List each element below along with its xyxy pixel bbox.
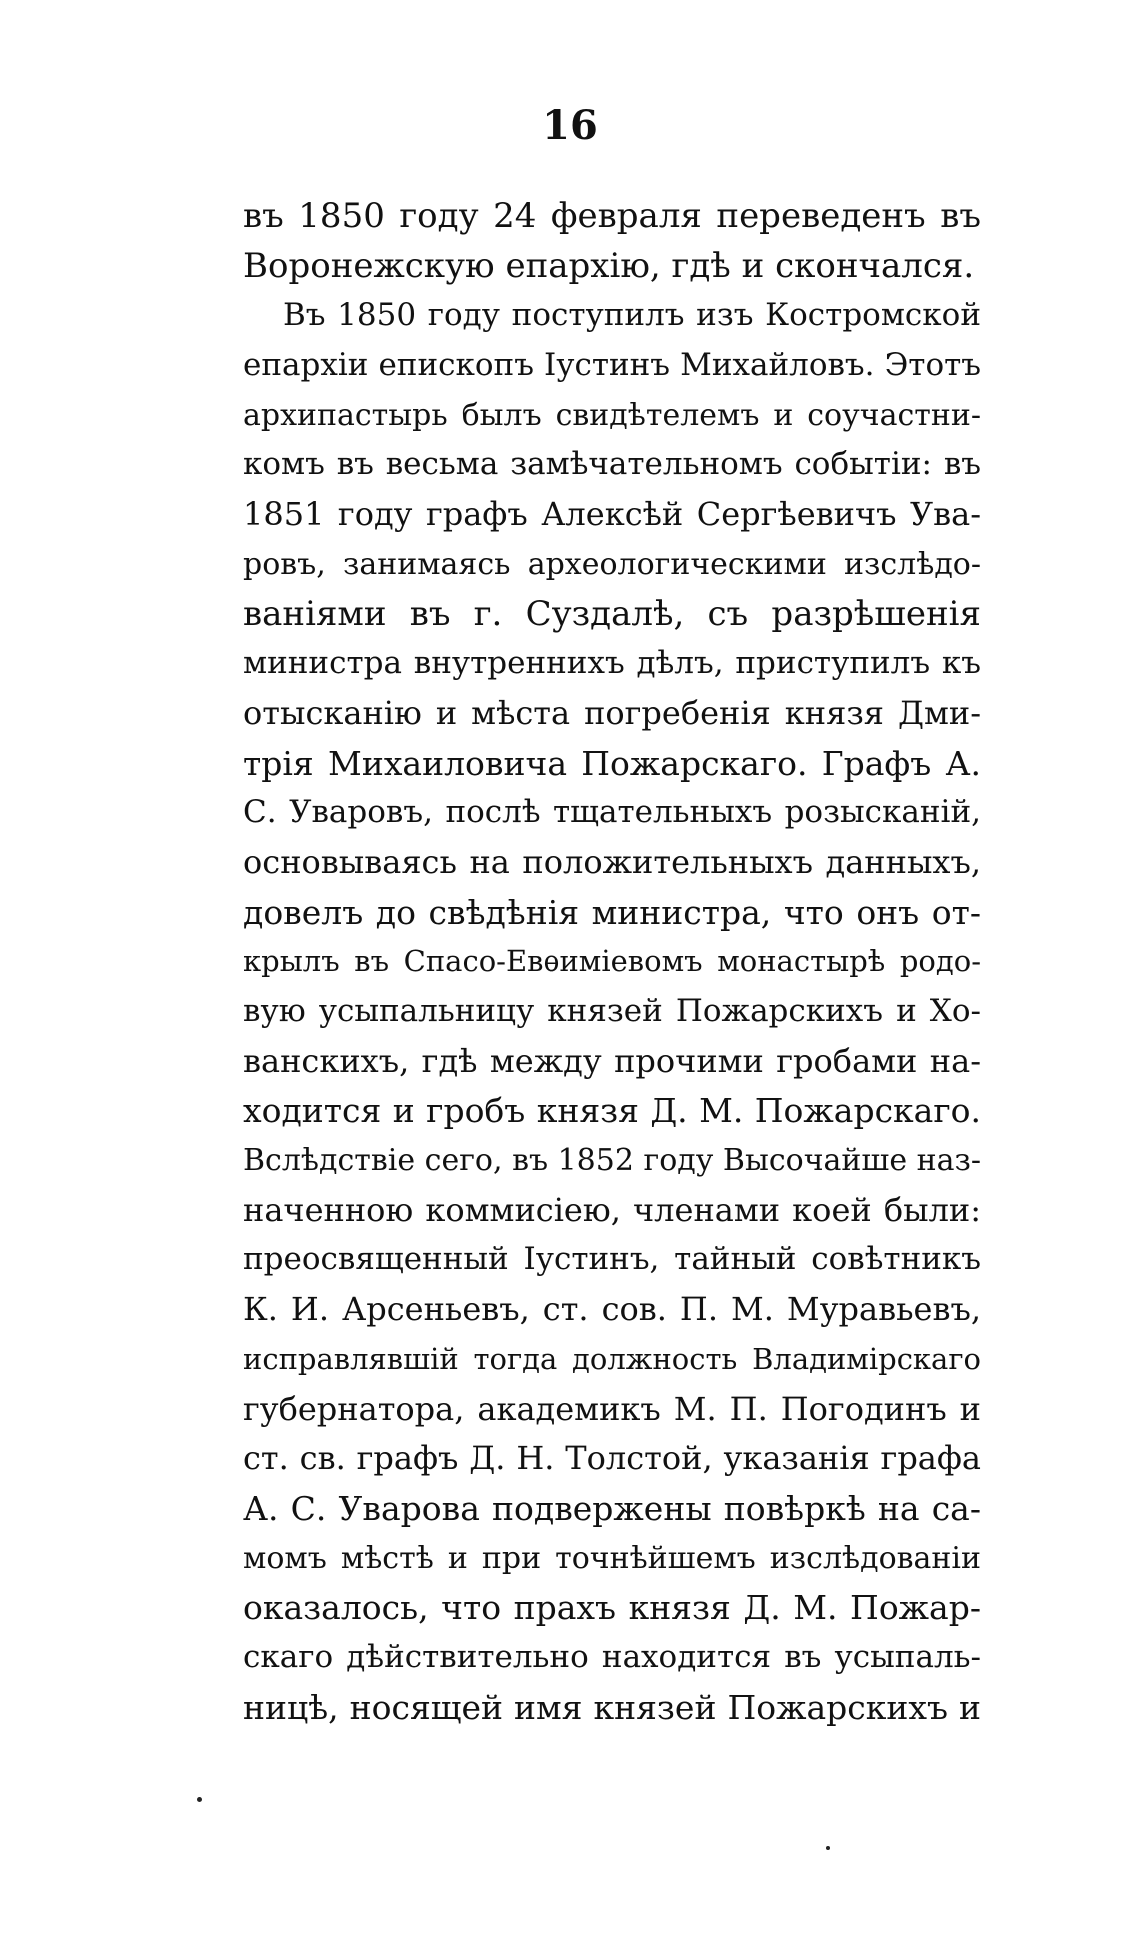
text-line: преосвященный Іустинъ, тайный совѣтникъ — [243, 1241, 981, 1278]
text-line: момъ мѣстѣ и при точнѣйшемъ изслѣдованіи — [243, 1540, 981, 1576]
text-line: оказалось, что прахъ князя Д. М. Пожар- — [243, 1588, 981, 1628]
text-line: наченною коммисіею, членами коей были: — [243, 1190, 981, 1229]
ink-speck — [826, 1846, 830, 1850]
text-line: комъ въ весьма замѣчательномъ событіи: въ — [243, 446, 981, 483]
text-line: Вслѣдствіе сего, въ 1852 году Высочайше наз- — [243, 1143, 981, 1179]
text-line: Въ 1850 году поступилъ изъ Костромской — [283, 297, 981, 334]
page-number: 16 — [542, 102, 598, 149]
text-line: исправлявшій тогда должность Владимірскаго — [243, 1341, 981, 1376]
text-line: довелъ до свѣдѣнія министра, что онъ от- — [243, 892, 981, 932]
text-line: ходится и гробъ князя Д. М. Пожарскаго. — [243, 1091, 981, 1131]
text-line: основываясь на положительныхъ данныхъ, — [243, 842, 981, 881]
text-line: А. С. Уварова подвержены повѣркѣ на са- — [243, 1488, 981, 1528]
text-line: ваніями въ г. Суздалѣ, съ разрѣшенія — [243, 593, 981, 634]
text-line: отысканію и мѣста погребенія князя Дми- — [243, 693, 981, 732]
text-line: скаго дѣйствительно находится въ усыпаль- — [243, 1638, 981, 1675]
text-line: трія Михаиловича Пожарскаго. Графъ А. — [243, 743, 981, 783]
text-line: губернатора, академикъ М. П. Погодинъ и — [243, 1389, 981, 1428]
ink-speck — [197, 1797, 202, 1802]
text-line: ницѣ, носящей имя князей Пожарскихъ и — [243, 1687, 981, 1727]
text-line: министра внутреннихъ дѣлъ, приступилъ къ — [243, 645, 981, 682]
text-line: С. Уваровъ, послѣ тщательныхъ розысканій, — [243, 794, 981, 831]
text-line: архипастырь былъ свидѣтелемъ и соучастни- — [243, 397, 981, 433]
text-line: ванскихъ, гдѣ между прочими гробами на- — [243, 1041, 981, 1080]
text-line: вую усыпальницу князей Пожарскихъ и Хо- — [243, 993, 981, 1029]
body-text — [243, 192, 981, 1732]
text-line: Воронежскую епархію, гдѣ и скончался. — [243, 245, 975, 286]
text-line: 1851 году графъ Алексѣй Сергѣевичъ Ува- — [243, 495, 981, 534]
text-line: ст. св. графъ Д. Н. Толстой, указанія графа — [243, 1439, 981, 1478]
text-line: ровъ, занимаясь археологическими изслѣдо- — [243, 546, 981, 582]
text-line: въ 1850 году 24 февраля переведенъ въ — [243, 196, 981, 236]
text-line: епархіи епископъ Іустинъ Михайловъ. Этотъ — [243, 347, 981, 384]
text-line: крылъ въ Спасо-Евѳиміевомъ монастырѣ родо- — [243, 944, 981, 979]
text-line: К. И. Арсеньевъ, ст. сов. П. М. Муравьевъ, — [243, 1290, 981, 1329]
